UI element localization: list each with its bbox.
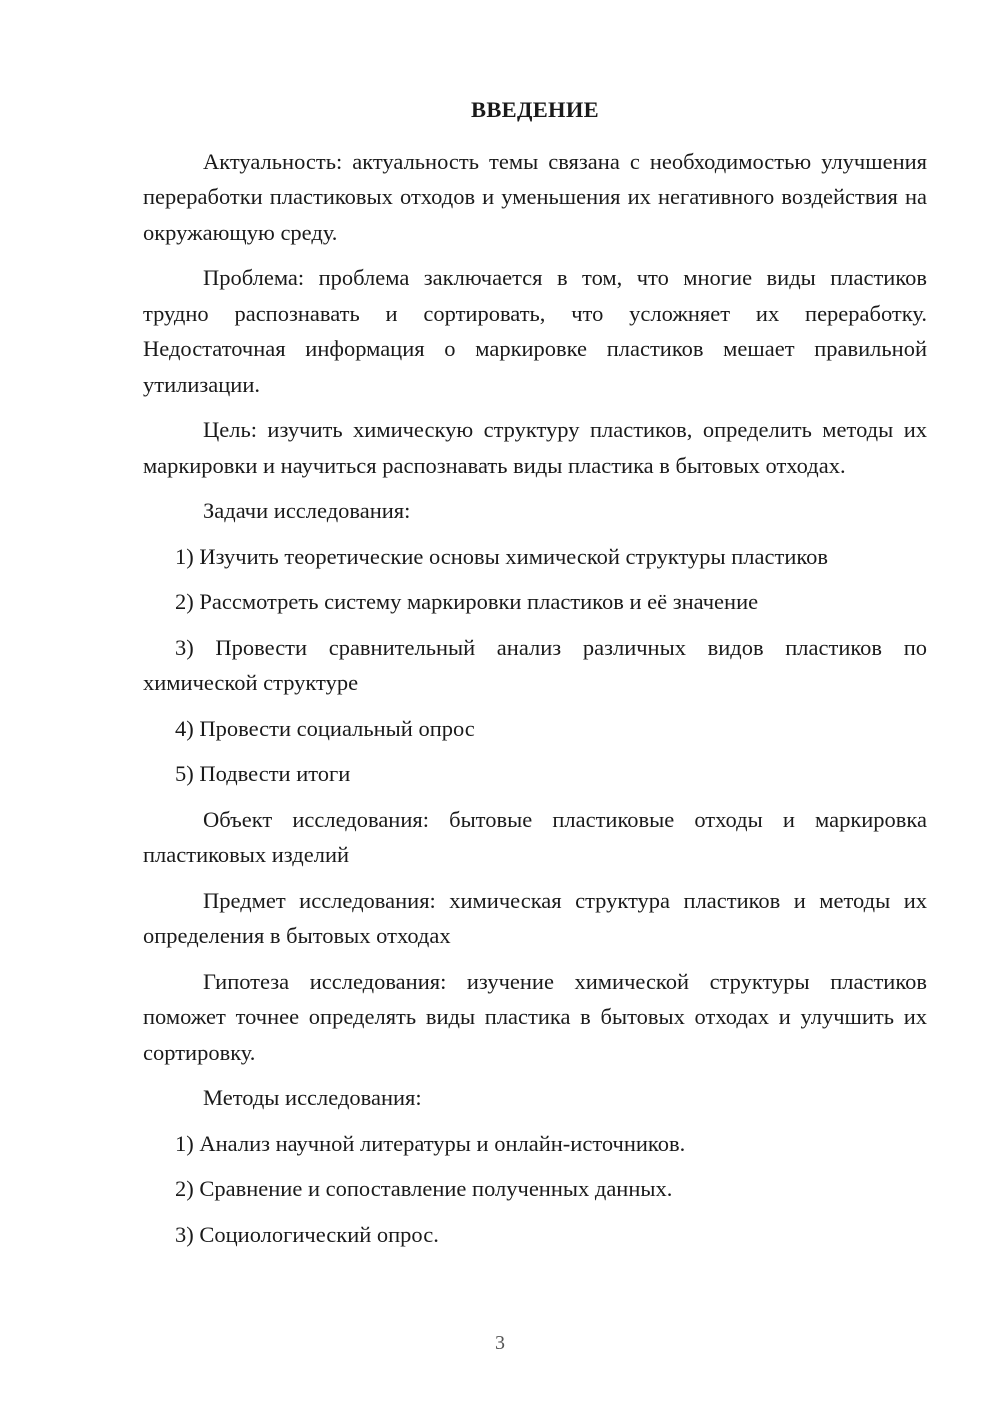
object-paragraph: Объект исследования: бытовые пластиковые отходы и маркировка пластиковых изделий <box>143 806 927 867</box>
method-item: 1) Анализ научной литературы и онлайн-источников. <box>175 1130 686 1156</box>
tasks-heading: Задачи исследования: <box>203 498 411 523</box>
section-title: ВВЕДЕНИЕ <box>471 97 599 122</box>
method-item: 2) Сравнение и сопоставление полученных данных. <box>175 1176 673 1201</box>
document-page <box>143 92 927 1262</box>
goal-paragraph: Цель: изучить химическую структуру пластиков, определить методы их маркировки и научиться распознавать виды пластика в бытовых отходах. <box>143 417 927 478</box>
task-item: 3) Провести сравнительный анализ различных видов пластиков по химической структуре <box>143 634 927 695</box>
task-item: 4) Провести социальный опрос <box>175 715 475 741</box>
relevance-paragraph: Актуальность: актуальность темы связана с необходимостью улучшения переработки пластиковых отходов и уменьшения их негативного воздействия на окружающую среду. <box>143 148 927 245</box>
task-item: 1) Изучить теоретические основы химической структуры пластиков <box>175 543 829 569</box>
hypothesis-paragraph: Гипотеза исследования: изучение химической структуры пластиков поможет точнее определять виды пластика в бытовых отходах и улучшить их сортировку. <box>143 968 927 1065</box>
subject-paragraph: Предмет исследования: химическая структура пластиков и методы их определения в бытовых отходах <box>143 887 927 948</box>
task-item: 5) Подвести итоги <box>175 761 351 786</box>
problem-paragraph: Проблема: проблема заключается в том, что многие виды пластиков трудно распознавать и сортировать, что усложняет их переработку. Недостаточная информация о маркировке пластиков мешает правильной утилизации. <box>143 265 927 397</box>
method-item: 3) Социологический опрос. <box>175 1221 439 1247</box>
page-number: 3 <box>495 1332 505 1354</box>
methods-heading: Методы исследования: <box>203 1085 422 1110</box>
task-item: 2) Рассмотреть систему маркировки пластиков и её значение <box>175 589 759 614</box>
